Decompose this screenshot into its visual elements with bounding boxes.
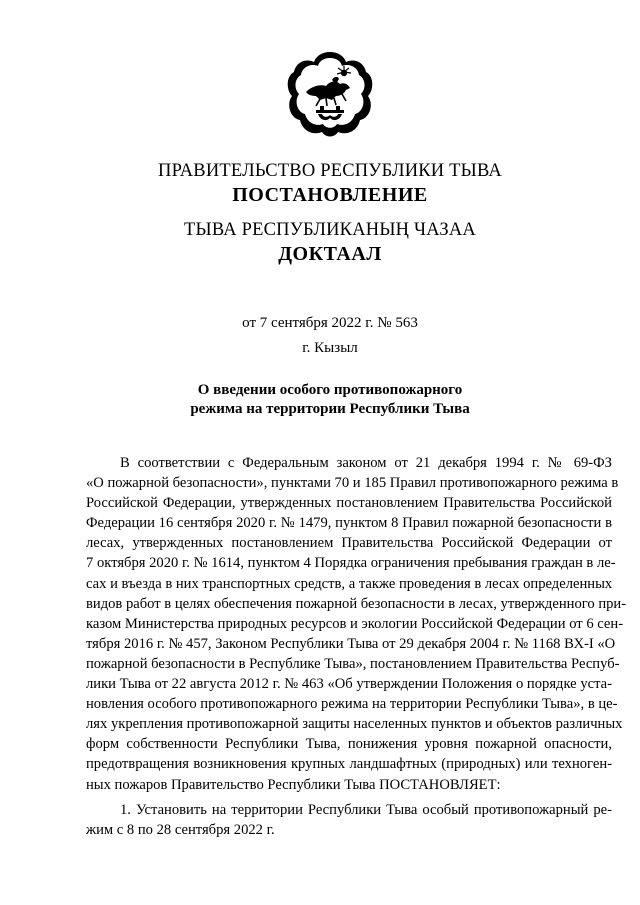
document-city: г. Кызыл [302,340,358,356]
subject-line: О введении особого противопожарного [197,382,463,398]
document-type-tv: ДОКТААЛ [278,243,382,265]
paragraph-line: форм собственности Республики Тыва, понижения уровня пожарной опасности, [86,736,612,753]
paragraph-line: «О пожарной безопасности», пунктами 70 и 185 Правил противопожарного режима в [86,475,619,492]
resolution-item-1 [86,800,612,840]
document-date-number: от 7 сентября 2022 г. № 563 [242,315,418,331]
paragraph-line: 7 октября 2020 г. № 1614, пунктом 4 Порядка ограничения пребывания граждан в ле- [86,555,616,572]
paragraph-line: новления особого противопожарного режима на территории Республики Тыва», в це- [86,696,618,713]
paragraph-line: видов работ в целях обеспечения пожарной безопасности в лесах, утвержденного при- [86,595,627,612]
tuva-coat-of-arms-icon [286,48,374,148]
paragraph-line: сах и въезда в них транспортных средств, а также проведения в лесах определенных [86,575,613,592]
paragraph-line: пожарной безопасности в Республике Тыва», постановлением Правительства Респуб- [86,655,620,672]
paragraph-line: предотвращения возникновения крупных ландшафтных (природных) или техноген- [86,756,612,773]
paragraph-line: тября 2016 г. № 457, Законом Республики Тыва от 29 декабря 2004 г. № 1168 ВХ-I «О [86,635,616,652]
paragraph-line: 1. Установить на территории Республики Тыва особый противопожарный ре- [120,802,612,818]
preamble-paragraph [86,453,627,795]
document-subject [0,381,640,419]
paragraph-line: лях укрепления противопожарной защиты населенных пунктов и объектов различных [86,716,623,733]
paragraph-line: ных пожаров Правительство Республики Тыва ПОСТАНОВЛЯЕТ: [86,776,501,793]
paragraph-line: Российской Федерации, утвержденных постановлением Правительства Российской [86,495,612,512]
government-name-ru: ПРАВИТЕЛЬСТВО РЕСПУБЛИКИ ТЫВА [158,161,502,181]
paragraph-line: В соответствии с Федеральным законом от 21 декабря 1994 г. № 69-ФЗ [120,455,612,471]
government-name-tv: ТЫВА РЕСПУБЛИКАНЫҢ ЧАЗАА [184,220,476,240]
subject-line: режима на территории Республики Тыва [190,401,470,417]
paragraph-line: Федерации 16 сентября 2020 г. № 1479, пунктом 8 Правил пожарной безопасности в [86,515,612,532]
document-type-ru: ПОСТАНОВЛЕНИЕ [232,184,428,206]
paragraph-line: жим с 8 по 28 сентября 2022 г. [86,822,275,839]
paragraph-line: лики Тыва от 22 августа 2012 г. № 463 «Об утверждении Положения о порядке уста- [86,676,612,693]
paragraph-line: казом Министерства природных ресурсов и экологии Российской Федерации от 6 сен- [86,615,624,632]
paragraph-line: лесах, утвержденных постановлением Правительства Российской Федерации от [86,535,612,552]
